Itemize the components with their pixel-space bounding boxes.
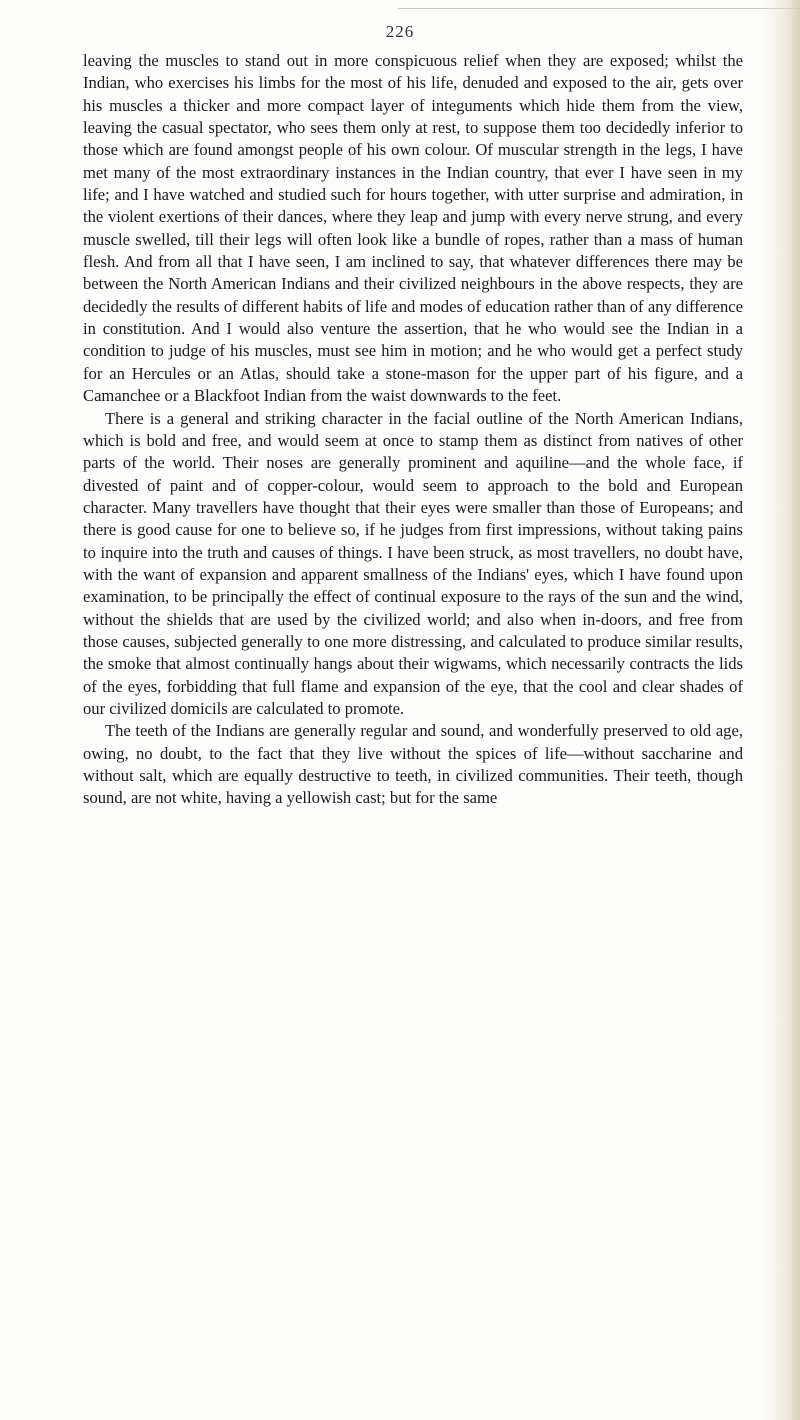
body-text [83,50,743,810]
page-edge-shadow [762,0,800,1420]
paragraph: There is a general and striking character in the facial outline of the North American Indians, which is bold and free, and would seem at once to stamp them as distinct from natives of other parts of the world. Their noses are generally prominent and aquiline—and the whole face, if divested of paint and of copper-colour, would seem to approach to the bold and European character. Many travellers have thought that their eyes were smaller than those of Europeans; and there is good cause for one to believe so, if he judges from first impressions, without taking pains to inquire into the truth and causes of things. I have been struck, as most travellers, no doubt have, with the want of expansion and apparent smallness of the Indians' eyes, which I have found upon examination, to be principally the effect of continual exposure to the rays of the sun and the wind, without the shields that are used by the civilized world; and also when in-doors, and free from those causes, subjected generally to one more distressing, and calculated to produce similar results, the smoke that almost continually hangs about their wigwams, which necessarily contracts the lids of the eyes, forbidding that full flame and expansion of the eye, that the cool and clear shades of our civilized domicils are calculated to promote. [83,408,743,718]
paragraph: The teeth of the Indians are generally regular and sound, and wonderfully preserved to old age, owing, no doubt, to the fact that they live without the spices of life—without saccharine and without salt, which are equally destructive to teeth, in civilized communities. Their teeth, though sound, are not white, having a yellowish cast; but for the same [83,721,743,808]
top-edge-rule [398,8,800,9]
page-number: 226 [385,22,415,41]
paragraph: leaving the muscles to stand out in more conspicuous relief when they are exposed; whilst the Indian, who exercises his limbs for the most of his life, denuded and exposed to the air, gets over his muscles a thicker and more compact layer of integuments which hide them from the view, leaving the casual spectator, who sees them only at rest, to suppose them too decidedly inferior to those which are found amongst people of his own colour. Of muscular strength in the legs, I have met many of the most extraordinary instances in the Indian country, that ever I have seen in my life; and I have watched and studied such for hours together, with utter surprise and admiration, in the violent exertions of their dances, where they leap and jump with every nerve strung, and every muscle swelled, till their legs will often look like a bundle of ropes, rather than a mass of human flesh. And from all that I have seen, I am inclined to say, that whatever differences there may be between the North American Indians and their civilized neighbours in the above respects, they are decidedly the results of different habits of life and modes of education rather than of any difference in constitution. And I would also venture the assertion, that he who would see the Indian in a condition to judge of his muscles, must see him in motion; and he who would get a perfect study for an Hercules or an Atlas, should take a stone-mason for the upper part of his figure, and a Camanchee or a Blackfoot Indian from the waist downwards to the feet. [83,51,743,406]
